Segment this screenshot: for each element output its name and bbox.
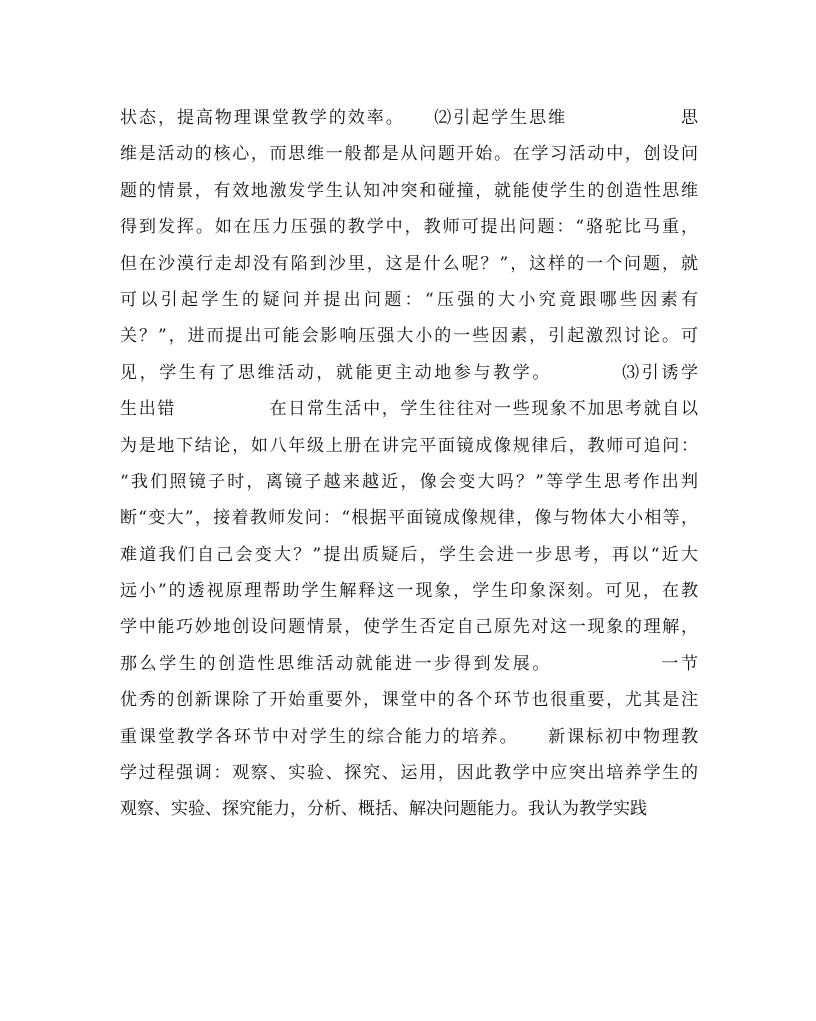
text-line: 优秀的创新课除了开始重要外，课堂中的各个环节也很重要，尤其是注 — [120, 690, 698, 711]
text-line: 难道我们自己会变大？”提出质疑后，学生会进一步思考，再以“近大 — [120, 544, 698, 565]
text-line: 可以引起学生的疑问并提出问题：“压强的大小究竟跟哪些因素有 — [120, 289, 698, 310]
text-line: 得到发挥。如在压力压强的教学中，教师可提出问题：“骆驼比马重， — [120, 217, 698, 238]
text-line: 生出错 在日常生活中，学生往往对一些现象不加思考就自以 — [120, 399, 698, 420]
text-line: 观察、实验、探究能力，分析、概括、解决问题能力。我认为教学实践 — [120, 799, 647, 820]
text-line: 为是地下结论，如八年级上册在讲完平面镜成像规律后，教师可追问： — [120, 435, 698, 456]
text-line: 见，学生有了思维活动，就能更主动地参与教学。 ⑶引诱学 — [120, 362, 698, 383]
text-line: 重课堂教学各环节中对学生的综合能力的培养。 新课标初中物理教 — [120, 726, 698, 747]
body-text — [120, 100, 698, 828]
text-line: “我们照镜子时，离镜子越来越近，像会变大吗？”等学生思考作出判 — [120, 471, 698, 492]
text-line: 远小”的透视原理帮助学生解释这一现象，学生印象深刻。可见，在教 — [120, 581, 698, 602]
text-line: 状态，提高物理课堂教学的效率。 ⑵引起学生思维 思 — [120, 108, 698, 128]
text-line: 学过程强调：观察、实验、探究、运用，因此教学中应突出培养学生的 — [120, 763, 698, 784]
text-line: 学中能巧妙地创设问题情景，使学生否定自己原先对这一现象的理解， — [120, 617, 698, 638]
text-line: 维是活动的核心，而思维一般都是从问题开始。在学习活动中，创设问 — [120, 144, 698, 165]
text-line: 题的情景，有效地激发学生认知冲突和碰撞，就能使学生的创造性思维 — [120, 180, 698, 201]
text-line: 但在沙漠行走却没有陷到沙里，这是什么呢？”，这样的一个问题，就 — [120, 253, 698, 274]
text-line: 那么学生的创造性思维活动就能进一步得到发展。 一节 — [120, 653, 698, 674]
text-line: 关？”，进而提出可能会影响压强大小的一些因素，引起激烈讨论。可 — [120, 326, 698, 347]
text-line: 断“变大”，接着教师发问：“根据平面镜成像规律，像与物体大小相等， — [120, 508, 698, 529]
